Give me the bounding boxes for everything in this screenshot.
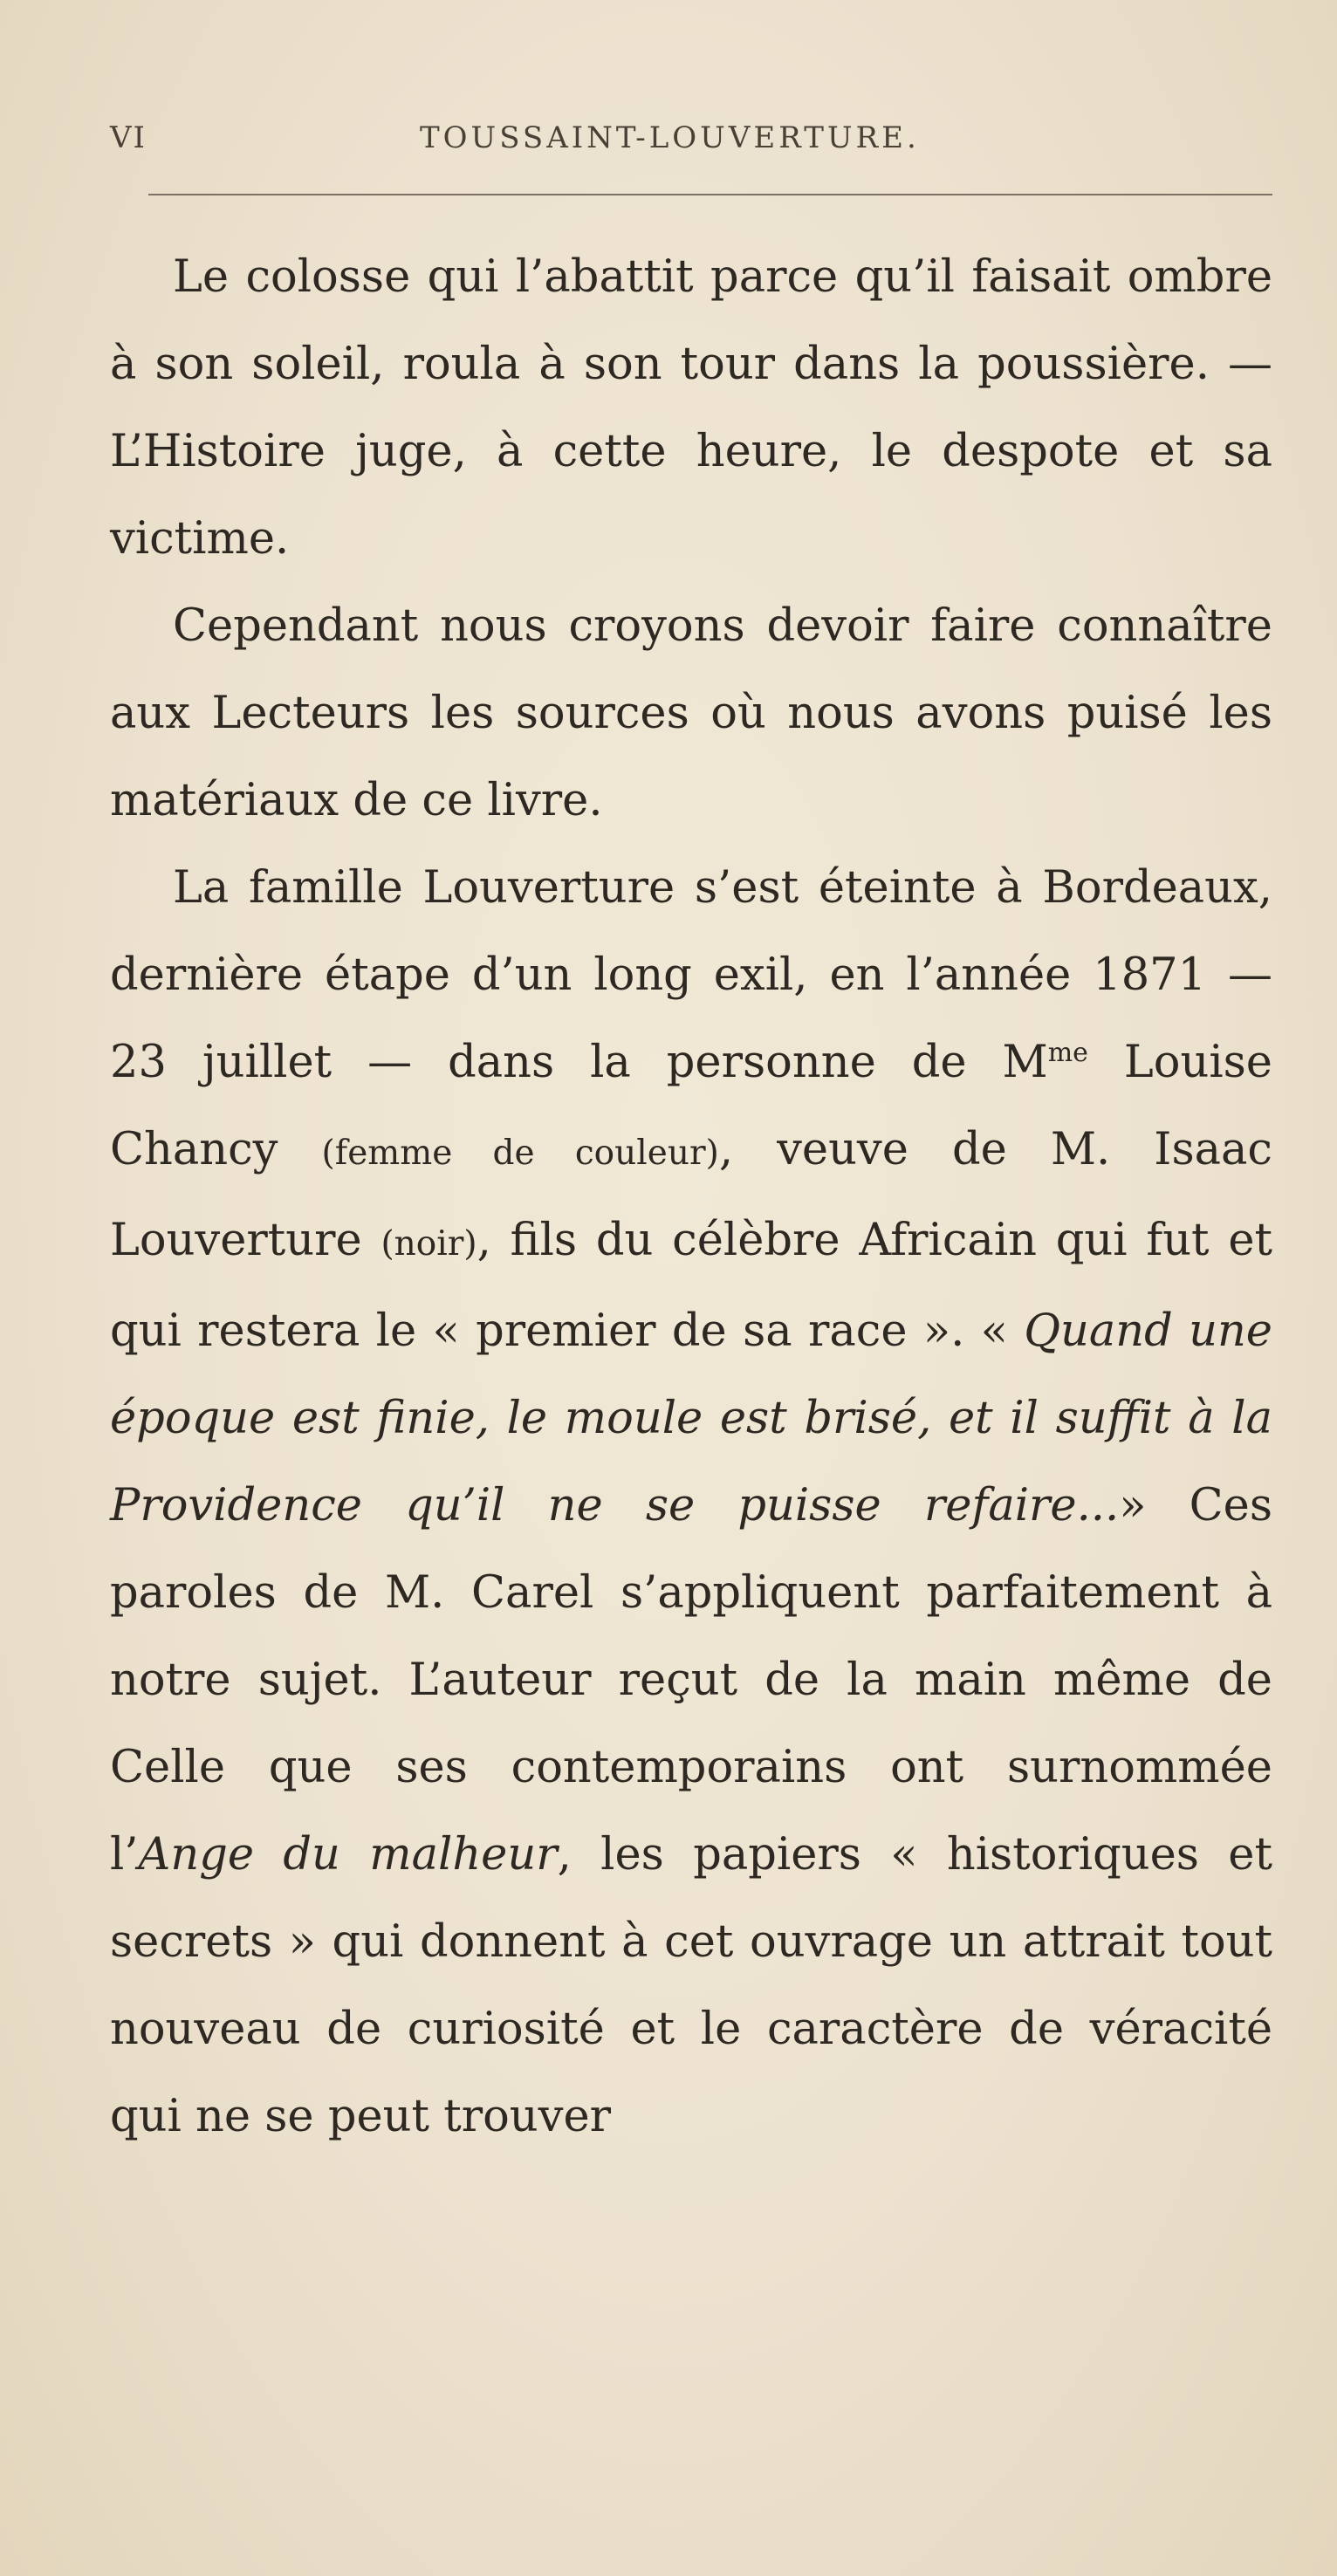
page-number: VI — [110, 120, 147, 155]
italic-epithet: Ange du malheur — [138, 1829, 558, 1881]
paragraph-3-text: , les papiers « historiques et secrets » qui donnent à cet ouvrage un attrait tout nouveau de curiosité et le caractère de véracité qui ne se peut trouver — [110, 1829, 1272, 2142]
paragraph-1: Le colosse qui l’abattit parce qu’il faisait ombre à son soleil, roula à son tour dans la poussière. — L’Histoire juge, à cette heure, le despote et sa victime. — [110, 251, 1272, 565]
paragraph-3-text: Louise Chancy — [110, 1037, 1272, 1175]
parenthetical-note: (femme de couleur) — [321, 1134, 719, 1173]
superscript-abbreviation: me — [1047, 1038, 1088, 1068]
parenthetical-note: (noir) — [381, 1224, 477, 1264]
paragraph-3-text: , veuve de M. Isaac Louverture — [110, 1124, 1272, 1266]
body-text — [110, 234, 1272, 2161]
page-header — [110, 120, 1271, 173]
paragraph-3-text: » Ces paroles de M. Carel s’appliquent parfaitement à notre sujet. L’auteur reçut de la main même de Celle que ses contemporains ont surnommée l’ — [110, 1480, 1272, 1881]
running-title: TOUSSAINT-LOUVERTURE. — [420, 120, 920, 155]
paragraph-3-text: , fils du célèbre Africain qui fut et qui restera le « premier de sa race ». « — [110, 1215, 1272, 1357]
paragraph-3 — [110, 845, 1272, 2161]
italic-quotation: Quand une époque est finie, le moule est brisé, et il suffit à la Providence qu’il ne se puisse refaire... — [110, 1305, 1272, 1531]
paragraph-3-text: La famille Louverture s’est éteinte à Bordeaux, dernière étape d’un long exil, en l’année 1871 — 23 juillet — dans la personne de M — [110, 862, 1272, 1088]
paragraph-2: Cependant nous croyons devoir faire connaître aux Lecteurs les sources où nous avons puisé les matériaux de ce livre. — [110, 600, 1272, 826]
header-rule — [148, 194, 1272, 195]
